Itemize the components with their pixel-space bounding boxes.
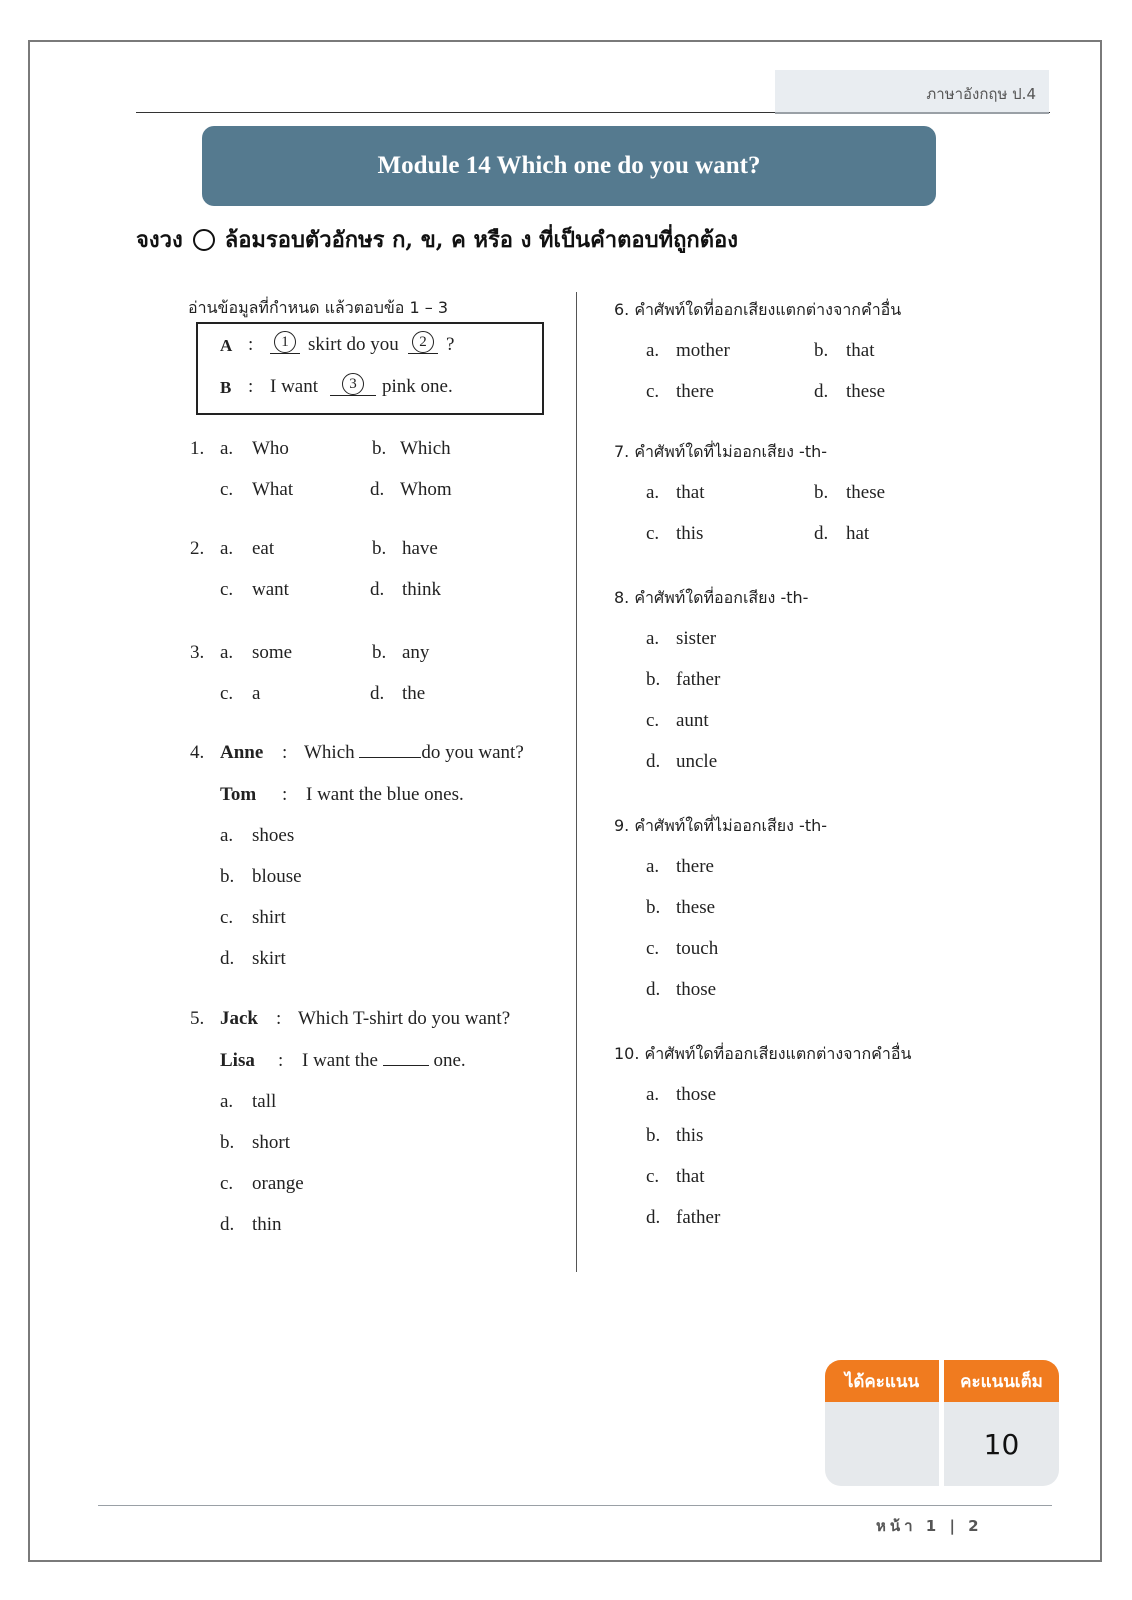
dialog-blank-3 <box>330 372 376 396</box>
q4-colon-2: : <box>282 784 288 805</box>
q4-option-d-letter[interactable]: d. <box>220 948 235 969</box>
q10-option-c[interactable]: that <box>676 1166 705 1187</box>
q10-option-c-letter[interactable]: c. <box>646 1166 660 1187</box>
dialog-colon-b: : <box>248 376 254 397</box>
q4-colon-1: : <box>282 742 288 763</box>
q8-option-a[interactable]: sister <box>676 628 717 649</box>
instruction <box>136 222 738 257</box>
q10-option-b[interactable]: this <box>676 1125 704 1146</box>
q2-option-c[interactable]: want <box>252 579 289 600</box>
q8-option-b-letter[interactable]: b. <box>646 669 661 690</box>
q4-option-d[interactable]: skirt <box>252 948 286 969</box>
left-intro: อ่านข้อมูลที่กำหนด แล้วตอบข้อ 1 – 3 <box>188 298 449 317</box>
q1-option-c[interactable]: What <box>252 479 294 500</box>
q5-line2: I want the one. <box>302 1050 466 1071</box>
circle-icon <box>193 229 215 251</box>
q7-option-b-letter[interactable]: b. <box>814 482 829 503</box>
q9-option-a[interactable]: there <box>676 856 714 877</box>
q1-option-d-letter[interactable]: d. <box>370 479 385 500</box>
q4-blank <box>359 757 421 758</box>
page-number: หน้า 1 | 2 <box>876 1517 983 1535</box>
q5-option-d-letter[interactable]: d. <box>220 1214 235 1235</box>
q1-option-b[interactable]: Which <box>400 438 451 459</box>
q9-prompt: 9. คำศัพท์ใดที่ไม่ออกเสียง -th- <box>614 816 828 835</box>
q5-option-a-letter[interactable]: a. <box>220 1091 234 1112</box>
instruction-after: ล้อมรอบตัวอักษร ก, ข, ค หรือ ง ที่เป็นคำตอบที่ถูกต้อง <box>224 227 738 253</box>
q2-option-a[interactable]: eat <box>252 538 275 559</box>
blank-mark-2: 2 <box>412 331 434 353</box>
dialog-b-text: I want <box>270 376 319 397</box>
q2-number: 2. <box>190 538 205 559</box>
q3-number: 3. <box>190 642 205 663</box>
q9-option-d-letter[interactable]: d. <box>646 979 661 1000</box>
q6-option-b-letter[interactable]: b. <box>814 340 829 361</box>
q6-option-b[interactable]: that <box>846 340 875 361</box>
score-full-value: 10 <box>983 1427 1020 1461</box>
q9-option-d[interactable]: those <box>676 979 717 1000</box>
q4-speaker-tom: Tom <box>220 784 257 805</box>
q5-speaker-lisa: Lisa <box>220 1050 255 1071</box>
q7-option-c-letter[interactable]: c. <box>646 523 660 544</box>
q1-option-b-letter[interactable]: b. <box>372 438 387 459</box>
q8-prompt: 8. คำศัพท์ใดที่ออกเสียง -th- <box>614 588 809 607</box>
dialog-blank-2 <box>408 330 438 354</box>
q10-prompt: 10. คำศัพท์ใดที่ออกเสียงแตกต่างจากคำอื่น <box>614 1044 912 1063</box>
q9-option-b[interactable]: these <box>676 897 716 918</box>
q4-speaker-anne: Anne <box>220 742 264 763</box>
q3-option-c[interactable]: a <box>252 683 261 704</box>
module-banner <box>202 126 936 206</box>
dialog-speaker-b: B <box>220 378 232 397</box>
dialog-colon-a: : <box>248 334 254 355</box>
q6-prompt: 6. คำศัพท์ใดที่ออกเสียงแตกต่างจากคำอื่น <box>614 300 902 319</box>
q9-option-b-letter[interactable]: b. <box>646 897 661 918</box>
q4-option-c[interactable]: shirt <box>252 907 286 928</box>
q8-option-b[interactable]: father <box>676 669 721 690</box>
q2-option-c-letter[interactable]: c. <box>220 579 234 600</box>
q6-option-a-letter[interactable]: a. <box>646 340 660 361</box>
q6-option-a[interactable]: mother <box>676 340 730 361</box>
q5-blank <box>383 1065 429 1066</box>
q5-number: 5. <box>190 1008 205 1029</box>
q3-option-d[interactable]: the <box>402 683 426 704</box>
q2-option-d-letter[interactable]: d. <box>370 579 385 600</box>
q3-option-c-letter[interactable]: c. <box>220 683 234 704</box>
q10-option-d-letter[interactable]: d. <box>646 1207 661 1228</box>
q1-option-d[interactable]: Whom <box>400 479 452 500</box>
q8-option-c[interactable]: aunt <box>676 710 709 731</box>
q6-option-c-letter[interactable]: c. <box>646 381 660 402</box>
subject-label: ภาษาอังกฤษ ป.4 <box>926 85 1036 103</box>
dialog-a-text: skirt do you <box>308 334 399 355</box>
q9-option-a-letter[interactable]: a. <box>646 856 660 877</box>
q10-option-a-letter[interactable]: a. <box>646 1084 660 1105</box>
q8-option-c-letter[interactable]: c. <box>646 710 660 731</box>
q3-option-b[interactable]: any <box>402 642 430 663</box>
q4-line2: I want the blue ones. <box>306 784 464 805</box>
score-box <box>825 1360 1059 1486</box>
q5-speaker-jack: Jack <box>220 1008 258 1029</box>
q3-option-a-letter[interactable]: a. <box>220 642 234 663</box>
q5-option-b-letter[interactable]: b. <box>220 1132 235 1153</box>
q5-colon-2: : <box>278 1050 284 1071</box>
q1-option-a-letter[interactable]: a. <box>220 438 234 459</box>
q4-option-b[interactable]: blouse <box>252 866 302 887</box>
q7-option-a-letter[interactable]: a. <box>646 482 660 503</box>
q1-number: 1. <box>190 438 205 459</box>
q2-option-b-letter[interactable]: b. <box>372 538 387 559</box>
q4-option-a-letter[interactable]: a. <box>220 825 234 846</box>
page-border <box>28 40 1102 1562</box>
q2-option-a-letter[interactable]: a. <box>220 538 234 559</box>
score-got-value[interactable] <box>825 1402 939 1486</box>
q4-line1: Which do you want? <box>304 742 524 763</box>
q1-option-c-letter[interactable]: c. <box>220 479 234 500</box>
q4-option-a[interactable]: shoes <box>252 825 295 846</box>
footer-rule <box>98 1505 1052 1506</box>
module-title: Module 14 Which one do you want? <box>377 152 761 179</box>
q5-option-d[interactable]: thin <box>252 1214 282 1235</box>
q10-option-d[interactable]: father <box>676 1207 721 1228</box>
q6-option-d[interactable]: these <box>846 381 886 402</box>
score-full-label: คะแนนเต็ม <box>944 1360 1059 1402</box>
q9-option-c[interactable]: touch <box>676 938 719 959</box>
q5-colon-1: : <box>276 1008 282 1029</box>
q5-option-a[interactable]: tall <box>252 1091 277 1112</box>
q5-option-c-letter[interactable]: c. <box>220 1173 234 1194</box>
q3-option-a[interactable]: some <box>252 642 293 663</box>
q7-option-b[interactable]: these <box>846 482 886 503</box>
column-divider <box>576 292 577 1272</box>
q5-option-b[interactable]: short <box>252 1132 290 1153</box>
q2-option-d[interactable]: think <box>402 579 442 600</box>
q7-prompt: 7. คำศัพท์ใดที่ไม่ออกเสียง -th- <box>614 442 828 461</box>
q8-option-a-letter[interactable]: a. <box>646 628 660 649</box>
q4-option-b-letter[interactable]: b. <box>220 866 235 887</box>
q6-option-d-letter[interactable]: d. <box>814 381 829 402</box>
q5-line1: Which T-shirt do you want? <box>298 1008 511 1029</box>
q6-option-c[interactable]: there <box>676 381 714 402</box>
q2-option-b[interactable]: have <box>402 538 438 559</box>
q4-number: 4. <box>190 742 205 763</box>
q9-option-c-letter[interactable]: c. <box>646 938 660 959</box>
q7-option-d[interactable]: hat <box>846 523 870 544</box>
q3-option-d-letter[interactable]: d. <box>370 683 385 704</box>
dialog-blank-1 <box>270 330 300 354</box>
dialog-speaker-a: A <box>220 336 233 355</box>
q10-option-a[interactable]: those <box>676 1084 717 1105</box>
q5-option-c[interactable]: orange <box>252 1173 304 1194</box>
blank-mark-1: 1 <box>274 331 296 353</box>
q7-option-a[interactable]: that <box>676 482 705 503</box>
q8-option-d-letter[interactable]: d. <box>646 751 661 772</box>
instruction-before: จงวง <box>136 227 183 253</box>
dialog-b-text-2: pink one. <box>382 376 453 397</box>
score-got-label: ได้คะแนน <box>825 1360 939 1402</box>
blank-mark-3: 3 <box>342 373 364 395</box>
q7-option-d-letter[interactable]: d. <box>814 523 829 544</box>
q10-option-b-letter[interactable]: b. <box>646 1125 661 1146</box>
q7-option-c[interactable]: this <box>676 523 704 544</box>
dialog-a-end: ? <box>446 334 455 355</box>
q3-option-b-letter[interactable]: b. <box>372 642 387 663</box>
q1-option-a[interactable]: Who <box>252 438 289 459</box>
q8-option-d[interactable]: uncle <box>676 751 718 772</box>
header-rule-accent <box>775 112 1049 114</box>
q4-option-c-letter[interactable]: c. <box>220 907 234 928</box>
